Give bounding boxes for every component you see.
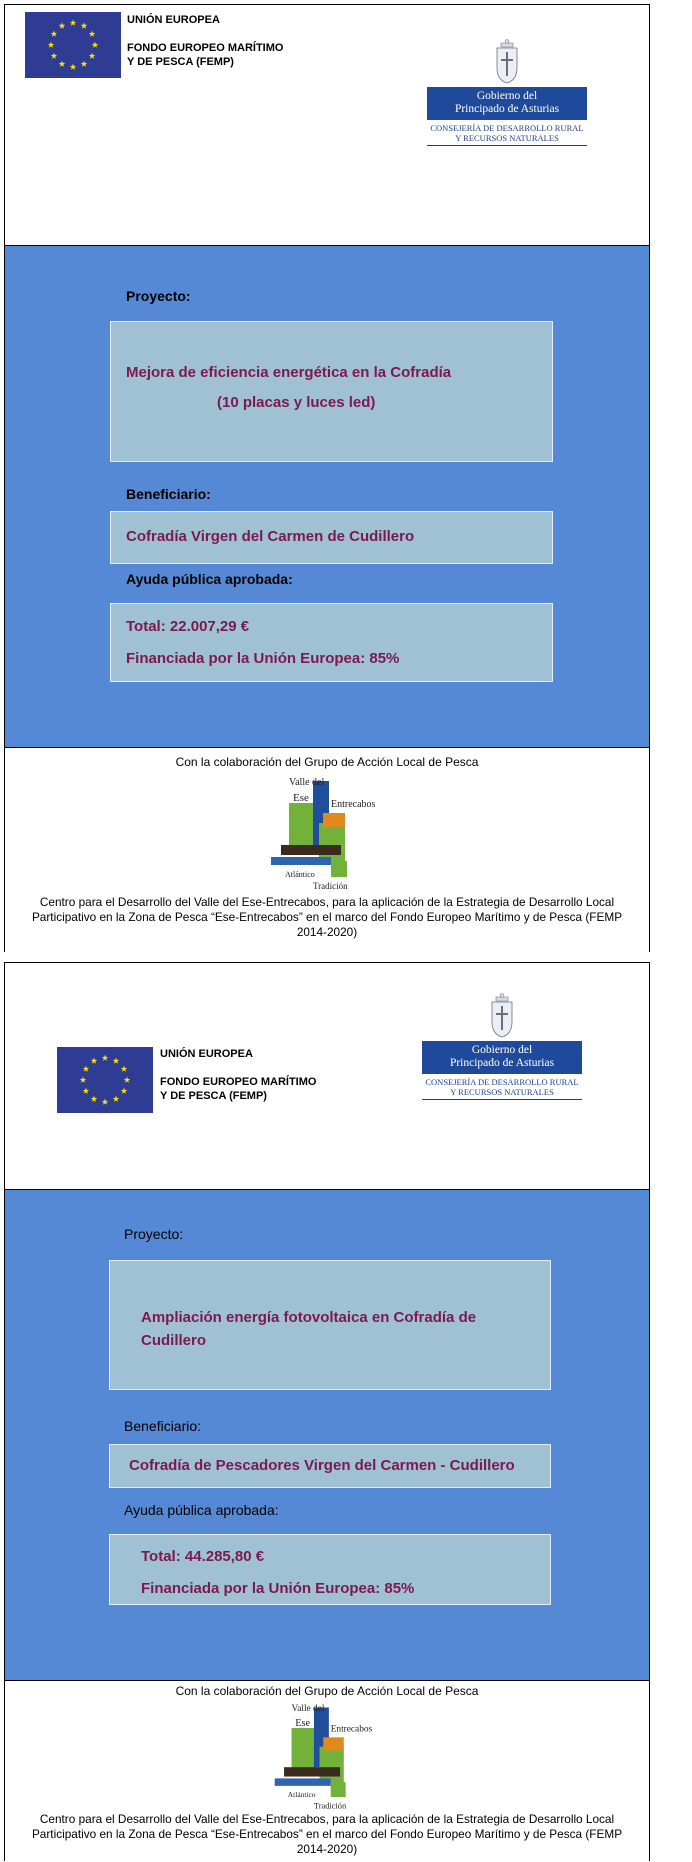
project-band <box>5 245 649 748</box>
eu-star-icon <box>124 1077 130 1083</box>
crest-icon <box>489 993 515 1039</box>
eu-title: UNIÓN EUROPEA <box>160 1048 253 1060</box>
eu-star-icon <box>89 53 95 59</box>
poster-2 <box>4 962 650 1861</box>
header <box>5 963 649 1189</box>
eu-star-icon <box>121 1088 127 1094</box>
eu-fund-line2: Y DE PESCA (FEMP) <box>127 56 234 68</box>
gov-box <box>422 1041 582 1074</box>
project-line2: (10 placas y luces led) <box>217 394 376 411</box>
beneficiary-label: Beneficiario: <box>124 1418 202 1434</box>
gov-line2: Principado de Asturias <box>454 103 560 115</box>
project-panel <box>110 321 553 462</box>
eu-fund-line1: FONDO EUROPEO MARÍTIMO <box>127 42 284 54</box>
eu-star-icon <box>92 42 98 48</box>
eu-star-icon <box>48 42 54 48</box>
eu-star-icon <box>81 23 87 29</box>
beneficiary-label: Beneficiario: <box>126 486 211 502</box>
eu-star-icon <box>102 1099 108 1105</box>
eu-star-icon <box>81 61 87 67</box>
logo-ese: Ese <box>295 1718 311 1730</box>
asturias-gov-logo <box>422 993 582 1100</box>
project-label: Proyecto: <box>124 1226 184 1242</box>
eu-star-icon <box>59 23 65 29</box>
gal-logo-icon <box>267 773 387 893</box>
logo-tradicion: Tradición <box>313 1801 347 1811</box>
eu-fund-line2: Y DE PESCA (FEMP) <box>160 1090 267 1102</box>
eu-title: UNIÓN EUROPEA <box>127 14 220 26</box>
poster-1 <box>4 4 650 952</box>
consejeria-text <box>427 120 587 146</box>
eu-fund-text <box>127 13 283 69</box>
eu-star-icon <box>91 1096 97 1102</box>
consejeria-line2: Y RECURSOS NATURALES <box>455 133 559 143</box>
logo-atlantic: Atlántico <box>285 870 315 879</box>
beneficiary-value: Cofradía Virgen del Carmen de Cudillero <box>126 528 415 545</box>
consejeria-line2: Y RECURSOS NATURALES <box>450 1087 554 1097</box>
footer <box>5 748 649 953</box>
aid-panel <box>110 603 553 682</box>
logo-atlantic: Atlántico <box>287 1790 316 1800</box>
project-band <box>5 1189 649 1681</box>
eu-star-icon <box>70 64 76 70</box>
header <box>5 5 649 245</box>
aid-total: Total: 22.007,29 € <box>126 618 250 635</box>
consejeria-line1: CONSEJERÍA DE DESARROLLO RURAL <box>430 123 584 133</box>
eu-star-icon <box>83 1066 89 1072</box>
eu-star-icon <box>51 53 57 59</box>
project-line1: Ampliación energía fotovoltaica en Cofradía de <box>141 1309 477 1326</box>
logo-tradicion: Tradición <box>313 881 348 891</box>
eu-star-icon <box>102 1055 108 1061</box>
aid-label: Ayuda pública aprobada: <box>124 1502 279 1518</box>
eu-star-icon <box>83 1088 89 1094</box>
logo-valle: Valle del <box>289 777 325 788</box>
consejeria-line1: CONSEJERÍA DE DESARROLLO RURAL <box>425 1077 579 1087</box>
eu-fund-text <box>160 1047 316 1103</box>
logo-entrecabos: Entrecabos <box>331 799 376 810</box>
eu-star-icon <box>89 31 95 37</box>
eu-star-icon <box>80 1077 86 1083</box>
footer-note: Centro para el Desarrollo del Valle del Ese-Entrecabos, para la aplicación de la Estrategia de Desarrollo Local Participativo en la Zona de Pesca “Ese-Entrecabos” en el marco del Fondo Europeo Marítimo y de Pesca (FEMP 2014-2020) <box>31 1812 623 1856</box>
aid-total: Total: 44.285,80 € <box>141 1548 265 1565</box>
aid-funded: Financiada por la Unión Europea: 85% <box>141 1580 415 1597</box>
collab-text: Con la colaboración del Grupo de Acción Local de Pesca <box>175 1684 479 1698</box>
project-label: Proyecto: <box>126 288 191 304</box>
consejeria-text <box>422 1074 582 1100</box>
footer-note: Centro para el Desarrollo del Valle del Ese-Entrecabos, para la aplicación de la Estrategia de Desarrollo Local Participativo en la Zona de Pesca “Ese-Entrecabos” en el marco del Fondo Europeo Marítimo y de Pesca (FEMP 2014-2020) <box>31 895 623 939</box>
eu-star-icon <box>121 1066 127 1072</box>
aid-label: Ayuda pública aprobada: <box>126 571 293 587</box>
collab-text: Con la colaboración del Grupo de Acción Local de Pesca <box>175 755 479 769</box>
eu-flag-icon <box>57 1047 153 1113</box>
eu-star-icon <box>70 20 76 26</box>
gov-line1: Gobierno del <box>476 90 538 102</box>
eu-star-icon <box>113 1096 119 1102</box>
eu-star-icon <box>91 1058 97 1064</box>
project-line2: Cudillero <box>141 1332 207 1349</box>
eu-star-icon <box>59 61 65 67</box>
logo-entrecabos: Entrecabos <box>330 1724 373 1735</box>
eu-fund-line1: FONDO EUROPEO MARÍTIMO <box>160 1076 317 1088</box>
gov-line1: Gobierno del <box>471 1044 533 1056</box>
eu-star-icon <box>51 31 57 37</box>
asturias-gov-logo <box>427 39 587 146</box>
aid-funded: Financiada por la Unión Europea: 85% <box>126 650 400 667</box>
gov-line2: Principado de Asturias <box>449 1057 555 1069</box>
eu-flag-icon <box>25 12 121 78</box>
logo-valle: Valle del <box>291 1704 325 1715</box>
gal-logo-icon <box>269 1700 385 1812</box>
gov-box <box>427 87 587 120</box>
project-line1: Mejora de eficiencia energética en la Cofradía <box>126 364 452 381</box>
footer <box>5 1681 649 1862</box>
crest-icon <box>494 39 520 85</box>
beneficiary-value: Cofradía de Pescadores Virgen del Carmen - Cudillero <box>129 1457 515 1474</box>
eu-star-icon <box>113 1058 119 1064</box>
logo-ese: Ese <box>293 792 309 804</box>
